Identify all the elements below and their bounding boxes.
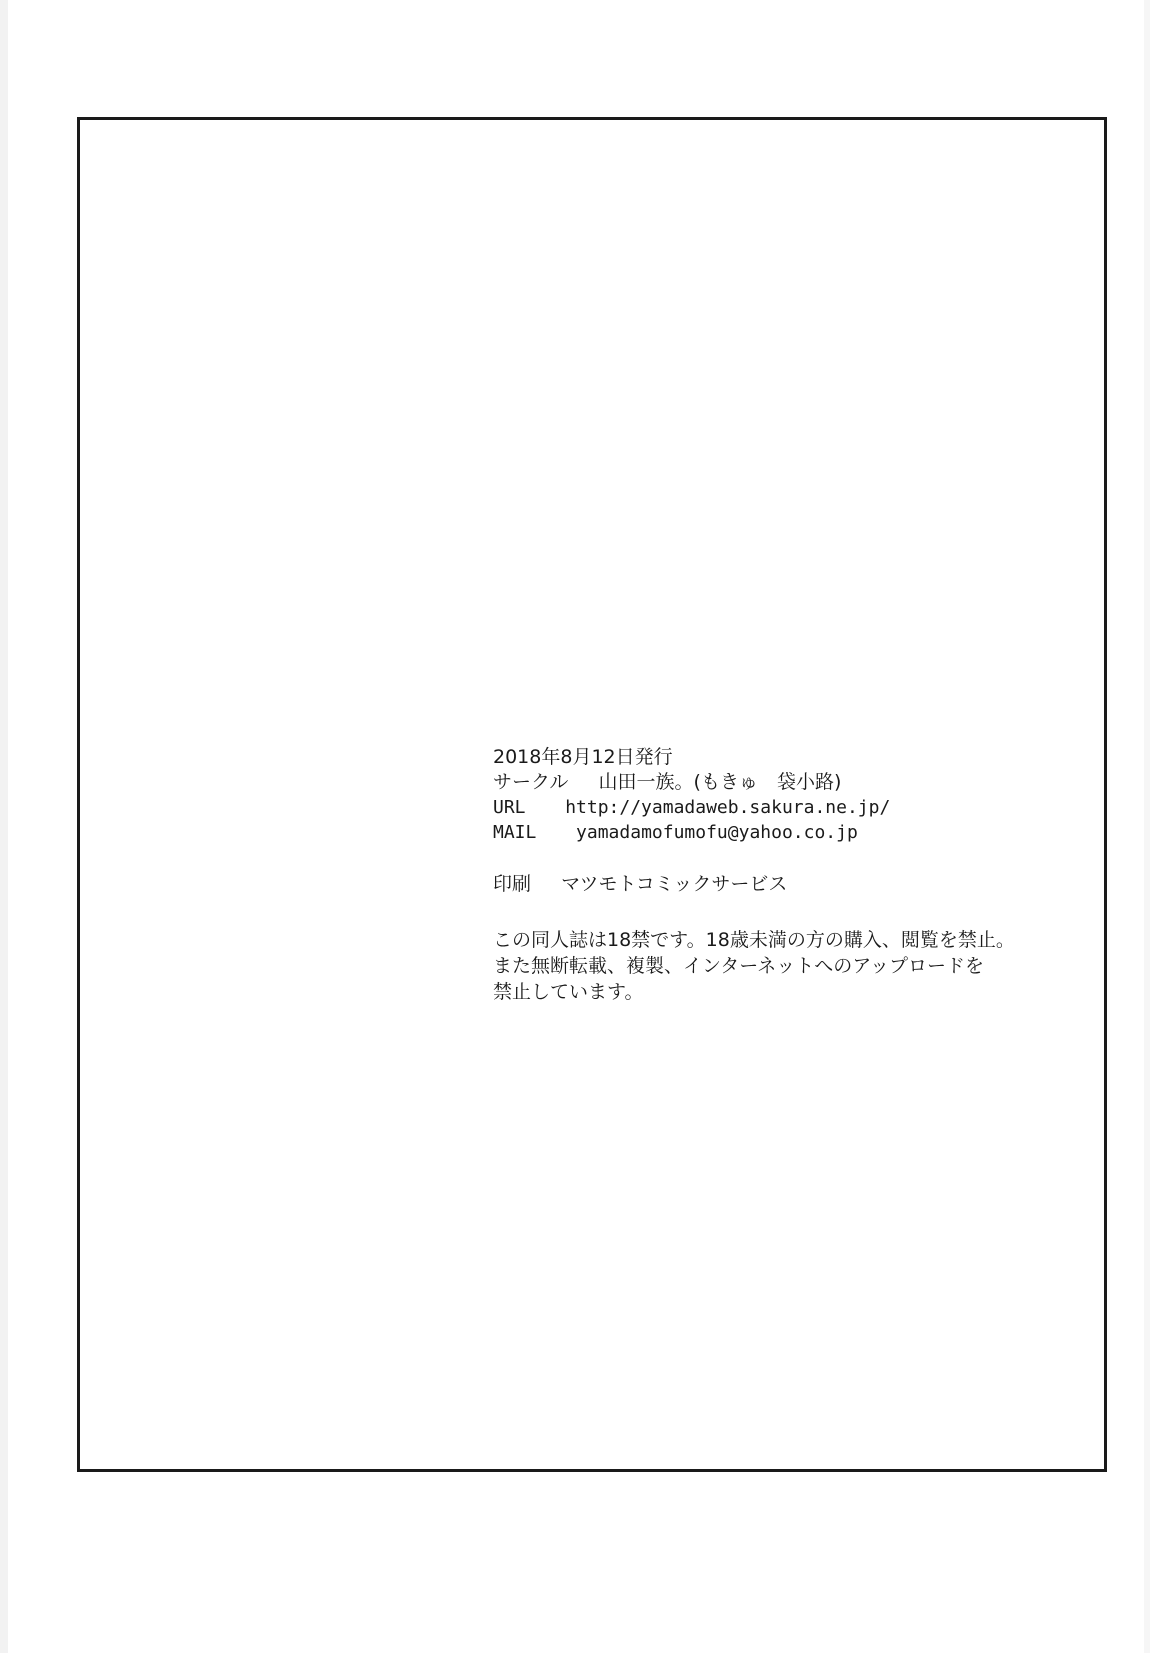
url-value[interactable]: http://yamadaweb.sakura.ne.jp/ <box>565 797 891 818</box>
mail-line <box>493 820 1093 845</box>
notice-line-3: 禁止しています。 <box>493 981 644 1003</box>
age-restriction-notice <box>493 927 1093 1005</box>
mail-label: MAIL <box>493 822 537 843</box>
scan-edge-right <box>1144 0 1150 1653</box>
scan-edge-left <box>0 0 8 1653</box>
mail-value[interactable]: yamadamofumofu@yahoo.co.jp <box>576 822 858 843</box>
colophon-text-block <box>493 745 1093 1005</box>
notice-line-1: この同人誌は18禁です。18歳未満の方の購入、閲覧を禁止。 <box>493 929 1015 951</box>
circle-name: 山田一族。(もきゅ 袋小路) <box>598 771 842 793</box>
colophon-border-frame <box>77 117 1107 1472</box>
printer-line <box>493 872 1093 897</box>
notice-line-2: また無断転載、複製、インターネットへのアップロードを <box>493 955 984 977</box>
publication-date: 2018年8月12日発行 <box>493 746 673 768</box>
print-label: 印刷 <box>493 873 532 895</box>
print-value: マツモトコミックサービス <box>561 873 788 895</box>
circle-label: サークル <box>493 771 569 793</box>
url-line <box>493 795 1093 820</box>
circle-line <box>493 770 1093 795</box>
url-label: URL <box>493 797 526 818</box>
publication-group <box>493 745 1093 845</box>
